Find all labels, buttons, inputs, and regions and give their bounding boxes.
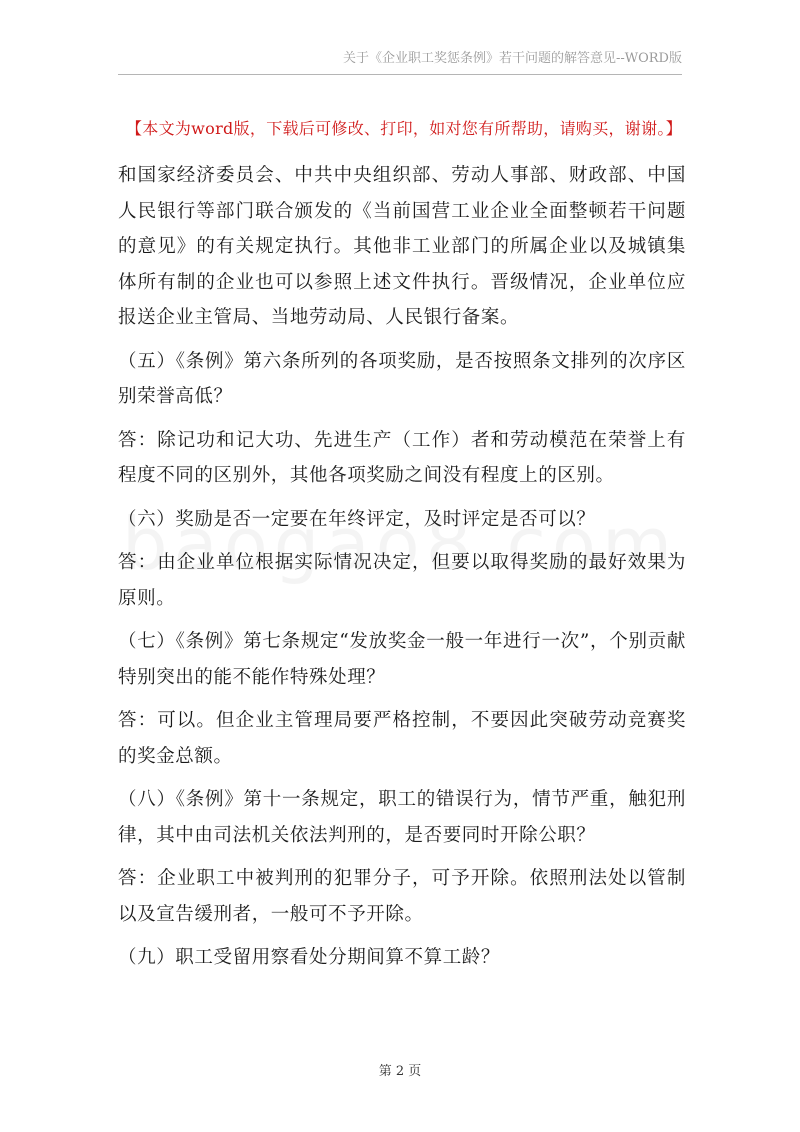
purchase-notice: 【本文为word版，下载后可修改、打印，如对您有所帮助，请购买，谢谢。】 — [125, 119, 683, 138]
document-body — [118, 158, 686, 984]
question-7: （七）《条例》第七条规定“发放奖金一般一年进行一次”，个别贡献特别突出的能不能作特殊处理？ — [118, 631, 686, 688]
question-5: （五）《条例》第六条所列的各项奖励，是否按照条文排列的次序区别荣誉高低？ — [118, 350, 686, 407]
answer-8: 答：企业职工中被判刑的犯罪分子，可予开除。依照刑法处以管制以及宣告缓刑者，一般可不予开除。 — [118, 868, 686, 925]
question-9: （九）职工受留用察看处分期间算不算工龄？ — [118, 947, 501, 968]
page-header — [118, 48, 682, 75]
question-8: （八）《条例》第十一条规定，职工的错误行为，情节严重，触犯刑律，其中由司法机关依法判刑的，是否要同时开除公职？ — [118, 789, 686, 846]
header-title: 关于《企业职工奖惩条例》若干问题的解答意见--WORD版 — [342, 51, 682, 66]
answer-6: 答：由企业单位根据实际情况决定，但要以取得奖励的最好效果为原则。 — [118, 552, 686, 609]
page-footer — [0, 1060, 800, 1079]
question-6: （六）奖励是否一定要在年终评定，及时评定是否可以？ — [118, 508, 596, 530]
answer-7: 答：可以。但企业主管理局要严格控制，不要因此突破劳动竞赛奖的奖金总额。 — [118, 710, 686, 767]
paragraph-1: 和国家经济委员会、中共中央组织部、劳动人事部、财政部、中国人民银行等部门联合颁发的《当前国营工业企业全面整顿若干问题的意见》的有关规定执行。其他非工业部门的所属企业以及城镇集体所有制的企业也可以参照上述文件执行。晋级情况，企业单位应报送企业主管局、当地劳动局、人民银行备案。 — [118, 165, 686, 328]
page-number: 第 2 页 — [378, 1064, 422, 1079]
answer-5: 答：除记功和记大功、先进生产（工作）者和劳动模范在荣誉上有程度不同的区别外，其他各项奖励之间没有程度上的区别。 — [118, 429, 686, 486]
